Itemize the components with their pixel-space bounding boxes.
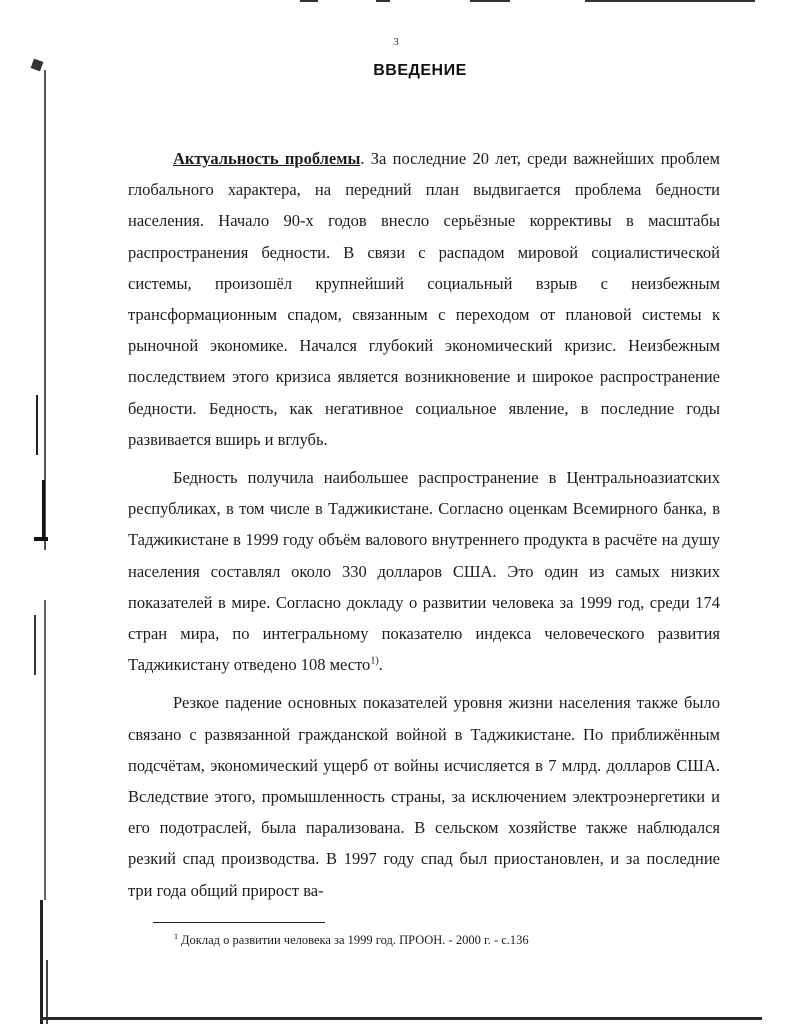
paragraph-1-text: . За последние 20 лет, среди важнейших проблем глобального характера, на передний план выдвигается проблема бедности населения. Начало 90-х годов внесло серьёзные коррективы в масштабы распространения бедности. В связи с распадом мировой социалистической системы, произошёл крупнейший социальный взрыв с неизбежным трансформационным спадом, связанным с переходом от плановой системы к рыночной экономике. Начался глубокий экономический кризис. Неизбежным последствием этого кризиса является возникновение и широкое распространение бедности. Бедность, как негативное социальное явление, в последние годы развивается вширь и вглубь. [128,149,721,449]
footnote-text: Доклад о развитии человека за 1999 год. ПРООН. - 2000 г. - с.136 [181,933,529,948]
scan-mark-top-2 [376,0,390,2]
paragraph-1 [128,143,720,455]
page-number: 3 [393,36,399,48]
scan-mark-top-4 [585,0,755,2]
body-text [128,143,720,913]
footnote-reference: 1) [370,655,379,667]
scan-mark-top-1 [300,0,318,2]
paragraph-2-end: . [378,655,383,675]
footnote-mark: 1 [174,932,178,941]
footnote [174,932,529,948]
paragraph-3-text: Резкое падение основных показателей уровня жизни населения также было связано с развязанной гражданской войной в Таджикистане. По приближённым подсчётам, экономический ущерб от войны исчисляется в 7 млрд. долларов США. Вследствие этого, промышленность страны, за исключением электроэнергетики и его подотраслей, была парализована. В сельском хозяйстве также наблюдался резкий спад производства. В 1997 году спад был приостановлен, и за последние три года общий прирост ва- [128,693,720,900]
paragraph-3 [128,687,720,905]
scan-mark-top-3 [470,0,510,2]
page-title: ВВЕДЕНИЕ [373,62,467,79]
footnote-divider [153,922,325,923]
paragraph-1-lead: Актуальность проблемы [173,149,361,168]
paragraph-2 [128,462,720,680]
scan-edge-bottom [40,1017,762,1020]
paragraph-2-text: Бедность получила наибольшее распространение в Центральноазиатских республиках, в том числе в Таджикистане. Согласно оценкам Всемирного банка, в Таджикистане в 1999 году объём валового внутреннего продукта в расчёте на душу населения составлял около 330 долларов США. Это один из самых низких показателей в мире. Согласно докладу о развитии человека за 1999 год, среди 174 стран мира, по интегральному показателю индекса человеческого развития Таджикистану отведено 108 место [128,468,720,675]
